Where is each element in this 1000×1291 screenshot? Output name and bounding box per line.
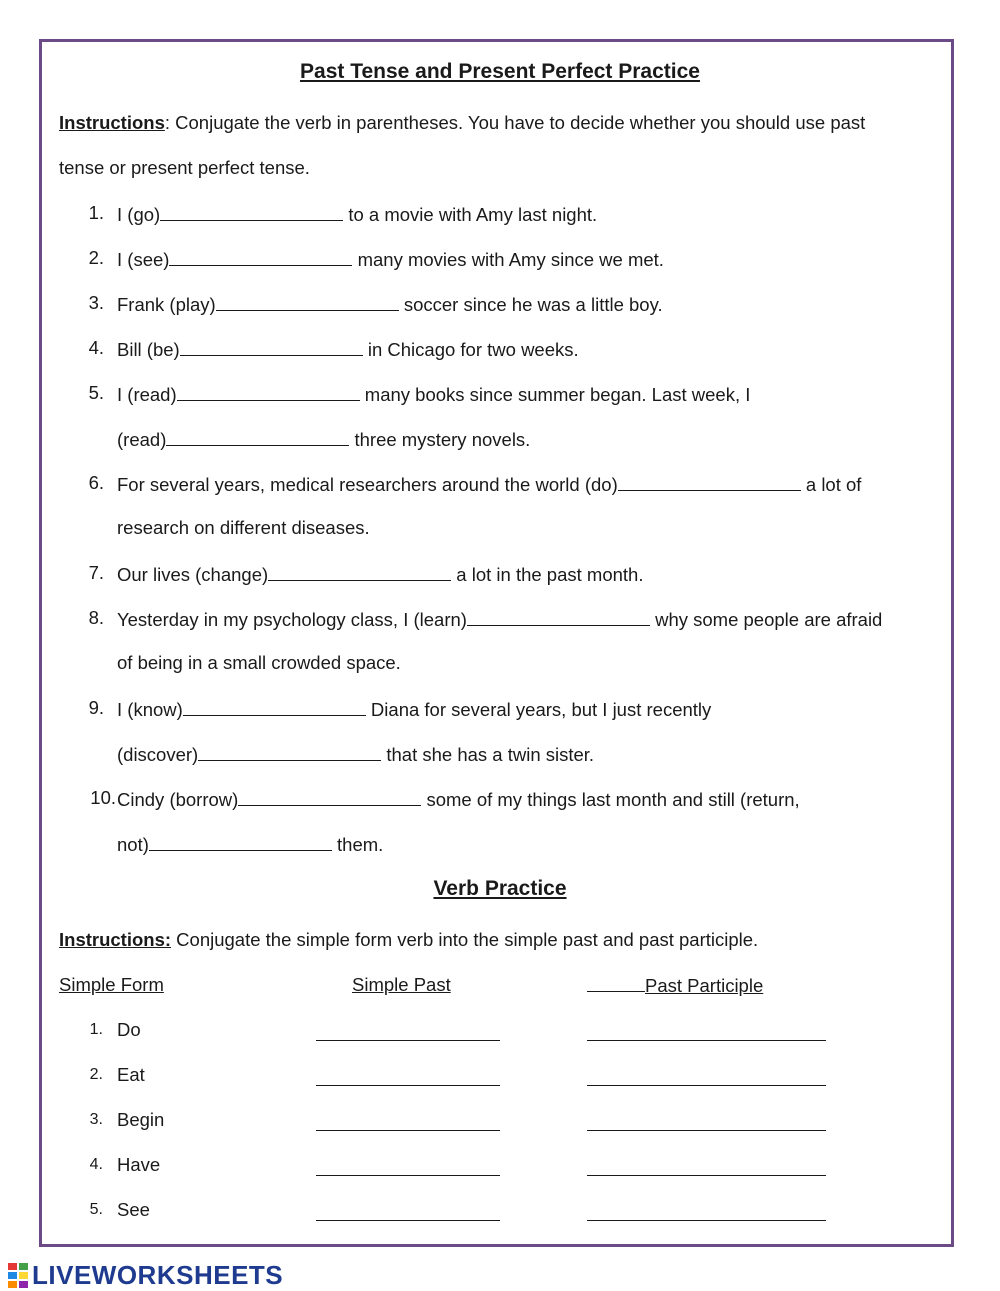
brand-name: LIVEWORKSHEETS xyxy=(32,1259,284,1290)
logo-blocks-icon xyxy=(8,1263,28,1288)
list-item xyxy=(117,607,882,631)
verb-simple-form: Eat xyxy=(117,1064,145,1085)
item-text-b: in Chicago for two weeks. xyxy=(362,339,579,360)
item-text-a: For several years, medical researchers around the world (do) xyxy=(117,474,618,495)
past-participle-blank[interactable] xyxy=(587,1202,826,1221)
header-underline xyxy=(587,974,645,992)
answer-blank[interactable] xyxy=(180,337,363,356)
item-text-b: some of my things last month and still (return, xyxy=(421,789,800,810)
list-item-continued: of being in a small crowded space. xyxy=(117,652,401,673)
item-text-a: Cindy (borrow) xyxy=(117,789,239,810)
verb-number: 1. xyxy=(89,1021,103,1038)
column-header-simple-past: Simple Past xyxy=(352,974,451,995)
answer-blank[interactable] xyxy=(216,292,399,311)
item-text-a: I (see) xyxy=(117,249,170,270)
list-item-continued xyxy=(117,427,530,451)
item-text-b: three mystery novels. xyxy=(349,429,531,450)
past-participle-label: Past Participle xyxy=(645,975,764,996)
list-item-continued xyxy=(117,742,594,766)
answer-blank[interactable] xyxy=(166,427,349,446)
list-item xyxy=(117,382,750,406)
item-number: 5. xyxy=(88,382,104,403)
item-text-a: I (read) xyxy=(117,384,177,405)
liveworksheets-logo xyxy=(8,1260,283,1290)
answer-blank[interactable] xyxy=(160,202,343,221)
list-item xyxy=(117,472,861,496)
instructions-label: Instructions xyxy=(59,112,165,133)
item-text-b: soccer since he was a little boy. xyxy=(398,294,663,315)
item-number: 10. xyxy=(90,787,116,808)
item-text-a: Frank (play) xyxy=(117,294,216,315)
simple-past-blank[interactable] xyxy=(316,1157,500,1176)
simple-past-blank[interactable] xyxy=(316,1202,500,1221)
item-text-a: not) xyxy=(117,834,149,855)
answer-blank[interactable] xyxy=(467,607,650,626)
item-number: 4. xyxy=(88,337,104,358)
list-item xyxy=(117,292,663,316)
past-participle-blank[interactable] xyxy=(587,1067,826,1086)
item-text-a: (discover) xyxy=(117,744,199,765)
answer-blank[interactable] xyxy=(618,472,801,491)
list-item xyxy=(117,247,664,271)
list-item-continued: research on different diseases. xyxy=(117,517,370,538)
item-text-b: Diana for several years, but I just recently xyxy=(365,699,712,720)
instructions-text-1: : Conjugate the verb in parentheses. You have to decide whether you should use past xyxy=(164,112,866,133)
item-text-b: many books since summer began. Last week, I xyxy=(359,384,751,405)
instructions-line-section2 xyxy=(59,929,758,951)
section-title: Verb Practice xyxy=(433,877,567,900)
item-number: 6. xyxy=(88,472,104,493)
column-header-past-participle xyxy=(587,974,763,997)
item-text-a: Bill (be) xyxy=(117,339,180,360)
past-participle-blank[interactable] xyxy=(587,1157,826,1176)
item-number: 8. xyxy=(88,607,104,628)
item-number: 1. xyxy=(88,202,104,223)
list-item xyxy=(117,787,800,811)
verb-number: 4. xyxy=(89,1156,103,1173)
verb-number: 2. xyxy=(89,1066,103,1083)
verb-simple-form: See xyxy=(117,1199,150,1220)
simple-past-blank[interactable] xyxy=(316,1112,500,1131)
verb-simple-form: Begin xyxy=(117,1109,165,1130)
verb-simple-form: Do xyxy=(117,1019,141,1040)
item-text-b: many movies with Amy since we met. xyxy=(352,249,664,270)
verb-number: 5. xyxy=(89,1201,103,1218)
past-participle-blank[interactable] xyxy=(587,1112,826,1131)
verb-simple-form: Have xyxy=(117,1154,161,1175)
answer-blank[interactable] xyxy=(183,697,366,716)
instructions-line-1 xyxy=(59,112,865,134)
answer-blank[interactable] xyxy=(177,382,360,401)
list-item-continued xyxy=(117,832,383,856)
answer-blank[interactable] xyxy=(149,832,332,851)
item-text-b: a lot of xyxy=(800,474,862,495)
list-item xyxy=(117,697,711,721)
item-text-b: a lot in the past month. xyxy=(451,564,644,585)
item-text-a: I (go) xyxy=(117,204,161,225)
column-header-simple-form: Simple Form xyxy=(59,974,164,995)
past-participle-blank[interactable] xyxy=(587,1022,826,1041)
instructions-line-2: tense or present perfect tense. xyxy=(59,157,310,178)
item-text-a: I (know) xyxy=(117,699,183,720)
item-number: 7. xyxy=(88,562,104,583)
list-item xyxy=(117,202,597,226)
answer-blank[interactable] xyxy=(198,742,381,761)
item-text-b: to a movie with Amy last night. xyxy=(343,204,598,225)
verb-number: 3. xyxy=(89,1111,103,1128)
item-text-b: why some people are afraid xyxy=(649,609,883,630)
item-number: 2. xyxy=(88,247,104,268)
item-text-b: that she has a twin sister. xyxy=(381,744,595,765)
item-number: 9. xyxy=(88,697,104,718)
answer-blank[interactable] xyxy=(169,247,352,266)
answer-blank[interactable] xyxy=(238,787,421,806)
list-item xyxy=(117,562,643,586)
simple-past-blank[interactable] xyxy=(316,1022,500,1041)
simple-past-blank[interactable] xyxy=(316,1067,500,1086)
list-item xyxy=(117,337,579,361)
page-title: Past Tense and Present Perfect Practice xyxy=(300,60,700,83)
answer-blank[interactable] xyxy=(268,562,451,581)
item-text-b: them. xyxy=(331,834,384,855)
item-text-a: Yesterday in my psychology class, I (learn) xyxy=(117,609,467,630)
item-number: 3. xyxy=(88,292,104,313)
item-text-a: Our lives (change) xyxy=(117,564,269,585)
item-text-a: (read) xyxy=(117,429,167,450)
instructions-label-2: Instructions: xyxy=(59,929,172,950)
instructions-text-2: Conjugate the simple form verb into the simple past and past participle. xyxy=(171,929,759,950)
